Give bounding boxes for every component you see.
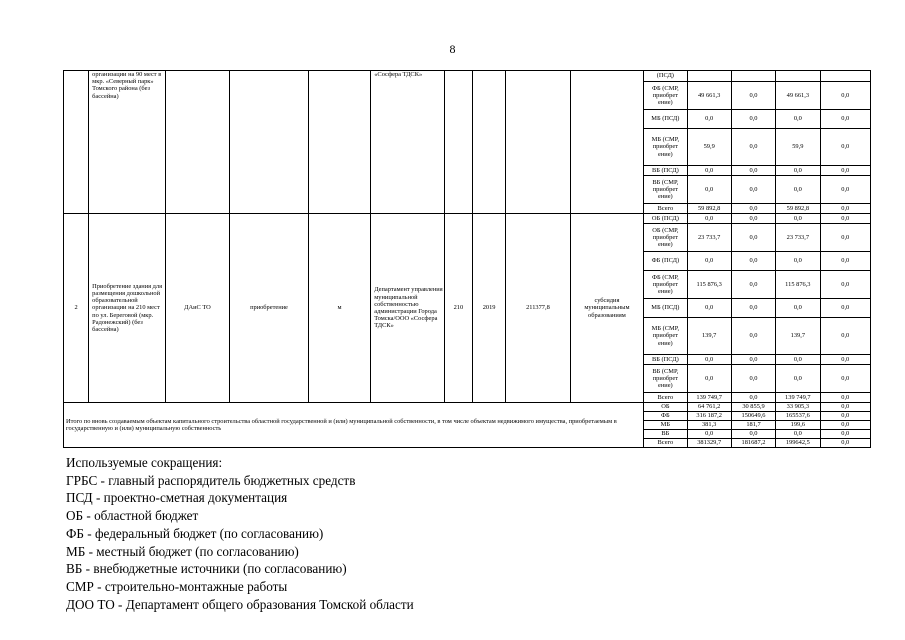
row2-total: 0,0: [687, 355, 731, 365]
abbreviation-item: ФБ - федеральный бюджет (по согласованию): [66, 525, 324, 541]
row2-source: ФБ (СМР, приобрет ение): [644, 271, 687, 299]
row2-source: ВБ (СМР, приобрет ение): [644, 365, 687, 393]
row2-type: приобретение: [230, 214, 309, 403]
row2-year2: 23 733,7: [776, 224, 820, 252]
row1-year2: 49 661,3: [776, 82, 820, 110]
totals-total: 0,0: [687, 430, 731, 439]
row2-year3: 0,0: [820, 271, 871, 299]
row1-source: МБ (ПСД): [644, 110, 687, 129]
row2-line-0: [64, 214, 871, 224]
row2-year3: 0,0: [820, 299, 871, 318]
objects-table: [63, 70, 871, 448]
abbreviation-item: ОБ - областной бюджет: [66, 508, 199, 524]
row1-total: 59,9: [687, 129, 731, 166]
row1-year-cell: [472, 71, 505, 214]
row2-source: ОБ (СМР, приобрет ение): [644, 224, 687, 252]
row1-year3: 0,0: [820, 129, 871, 166]
row1-year1: 0,0: [731, 110, 775, 129]
row1-capacity-cell: [444, 71, 472, 214]
abbreviation-item: МБ - местный бюджет (по согласованию): [66, 543, 299, 559]
totals-line-0: [64, 403, 871, 412]
row2-year1: 0,0: [731, 355, 775, 365]
totals-year1: 150649,6: [731, 412, 775, 421]
totals-year2: 33 905,3: [776, 403, 820, 412]
abbreviation-item: ГРБС - главный распорядитель бюджетных средств: [66, 472, 356, 488]
row2-year1: 0,0: [731, 271, 775, 299]
totals-source: ВБ: [644, 430, 687, 439]
totals-year1: 30 855,9: [731, 403, 775, 412]
row2-grbs: ДАиС ТО: [165, 214, 229, 403]
row2-total: 0,0: [687, 214, 731, 224]
row2-year1: 0,0: [731, 224, 775, 252]
row1-year1: 0,0: [731, 129, 775, 166]
row1-total: 0,0: [687, 176, 731, 204]
row2-year3: 0,0: [820, 224, 871, 252]
row1-grbs-cell: [165, 71, 229, 214]
row1-year2: 59,9: [776, 129, 820, 166]
row1-form-cell: [570, 71, 644, 214]
totals-year2: 199,6: [776, 421, 820, 430]
row1-year3: 0,0: [820, 110, 871, 129]
totals-year1: 181687,2: [731, 439, 775, 448]
totals-total: 316 187,2: [687, 412, 731, 421]
row2-year1: 0,0: [731, 393, 775, 403]
totals-total: 381329,7: [687, 439, 731, 448]
row2-num: 2: [64, 214, 89, 403]
row1-source: МБ (СМР, приобрет ение): [644, 129, 687, 166]
row1-unit-cell: [308, 71, 370, 214]
row2-year1: 0,0: [731, 252, 775, 271]
row1-year3: [820, 71, 871, 82]
totals-year3: 0,0: [820, 439, 871, 448]
row1-object-name: организации на 90 мест в мкр. «Северный парк» Томского района (без бассейна): [89, 71, 166, 214]
row2-year3: 0,0: [820, 318, 871, 355]
totals-year1: 181,7: [731, 421, 775, 430]
row1-year2: [776, 71, 820, 82]
row1-source: ФБ (СМР, приобрет ение): [644, 82, 687, 110]
row1-source: ВБ (СМР, приобрет ение): [644, 176, 687, 204]
totals-year3: 0,0: [820, 421, 871, 430]
row2-year2: 0,0: [776, 299, 820, 318]
row2-year1: 0,0: [731, 365, 775, 393]
row2-form: субсидия муниципальным образованиям: [570, 214, 644, 403]
row1-year1: 0,0: [731, 204, 775, 214]
row1-total: 49 661,3: [687, 82, 731, 110]
row2-year3: 0,0: [820, 393, 871, 403]
row1-year3: 0,0: [820, 166, 871, 176]
abbreviation-item: ПСД - проектно-сметная документация: [66, 490, 288, 506]
row2-source: Всего: [644, 393, 687, 403]
row2-source: ВБ (ПСД): [644, 355, 687, 365]
row2-unit: м: [308, 214, 370, 403]
abbreviations-heading: Используемые сокращения:: [66, 455, 223, 470]
row1-year1: 0,0: [731, 166, 775, 176]
totals-year1: 0,0: [731, 430, 775, 439]
row1-year3: 0,0: [820, 176, 871, 204]
row2-total: 115 876,3: [687, 271, 731, 299]
row1-source: ВБ (ПСД): [644, 166, 687, 176]
totals-source: МБ: [644, 421, 687, 430]
row2-contractor: Департамент управления муниципальной собственностью администрации Города Томска/ООО «Сосфера ТДСК»: [371, 214, 445, 403]
row2-year2: 0,0: [776, 365, 820, 393]
row1-year1: 0,0: [731, 82, 775, 110]
abbreviations-list: [66, 454, 414, 613]
row2-total: 139 749,7: [687, 393, 731, 403]
totals-total: 381,3: [687, 421, 731, 430]
page-number: 8: [449, 42, 456, 56]
totals-year3: 0,0: [820, 430, 871, 439]
row1-source: Всего: [644, 204, 687, 214]
row2-total: 0,0: [687, 299, 731, 318]
totals-year2: 165537,6: [776, 412, 820, 421]
row2-year2: 115 876,3: [776, 271, 820, 299]
row1-type-cell: [230, 71, 309, 214]
abbreviation-item: ДОО ТО - Департамент общего образования Томской области: [66, 596, 414, 612]
row2-year3: 0,0: [820, 355, 871, 365]
row2-year3: 0,0: [820, 252, 871, 271]
row1-total: 59 892,8: [687, 204, 731, 214]
totals-year2: 0,0: [776, 430, 820, 439]
row2-year3: 0,0: [820, 365, 871, 393]
row2-object-name: Приобретение здания для размещения дошкольной образовательной организации на 210 мест по ул. Береговой (мкр. Радонежский) (без бассейна): [89, 214, 166, 403]
row1-year1: 0,0: [731, 176, 775, 204]
row2-total: 23 733,7: [687, 224, 731, 252]
totals-source: Всего: [644, 439, 687, 448]
abbreviation-item: ВБ - внебюджетные источники (по согласованию): [66, 561, 347, 577]
row2-source: ОБ (ПСД): [644, 214, 687, 224]
row2-year1: 0,0: [731, 214, 775, 224]
row2-year1: 0,0: [731, 318, 775, 355]
row1-total: [687, 71, 731, 82]
row1-year2: 0,0: [776, 176, 820, 204]
row2-year2: 0,0: [776, 355, 820, 365]
row2-capacity: 210: [444, 214, 472, 403]
totals-label: Итого по вновь создаваемым объектам капитального строительства областной государственной и (или) муниципальной собственности, в том числе объектам недвижимого имущества, приобретаемым в государственную и (или) муниципальную собственность: [64, 403, 644, 448]
row1-line-0: [64, 71, 871, 82]
row1-source: (ПСД): [644, 71, 687, 82]
row2-year: 2019: [472, 214, 505, 403]
row2-source: МБ (СМР, приобрет ение): [644, 318, 687, 355]
row1-num-cell: [64, 71, 89, 214]
row1-year3: 0,0: [820, 204, 871, 214]
row1-cost-cell: [506, 71, 570, 214]
table-body: [64, 71, 871, 448]
row2-cost: 211377,8: [506, 214, 570, 403]
row2-source: ФБ (ПСД): [644, 252, 687, 271]
row2-year1: 0,0: [731, 299, 775, 318]
row2-year3: 0,0: [820, 214, 871, 224]
row1-total: 0,0: [687, 110, 731, 129]
row2-year2: 139,7: [776, 318, 820, 355]
row2-year2: 0,0: [776, 214, 820, 224]
row1-year2: 0,0: [776, 110, 820, 129]
row2-total: 0,0: [687, 365, 731, 393]
row1-year1: [731, 71, 775, 82]
row2-source: МБ (ПСД): [644, 299, 687, 318]
row1-year2: 0,0: [776, 166, 820, 176]
row1-contractor: «Сосфера ТДСК»: [371, 71, 445, 214]
totals-year3: 0,0: [820, 403, 871, 412]
totals-year3: 0,0: [820, 412, 871, 421]
row2-total: 139,7: [687, 318, 731, 355]
row2-total: 0,0: [687, 252, 731, 271]
abbreviation-item: СМР - строительно-монтажные работы: [66, 578, 288, 594]
totals-year2: 199642,5: [776, 439, 820, 448]
row1-year3: 0,0: [820, 82, 871, 110]
totals-total: 64 761,2: [687, 403, 731, 412]
totals-source: ФБ: [644, 412, 687, 421]
row2-year2: 139 749,7: [776, 393, 820, 403]
row1-total: 0,0: [687, 166, 731, 176]
row1-year2: 59 892,8: [776, 204, 820, 214]
row2-year2: 0,0: [776, 252, 820, 271]
totals-source: ОБ: [644, 403, 687, 412]
